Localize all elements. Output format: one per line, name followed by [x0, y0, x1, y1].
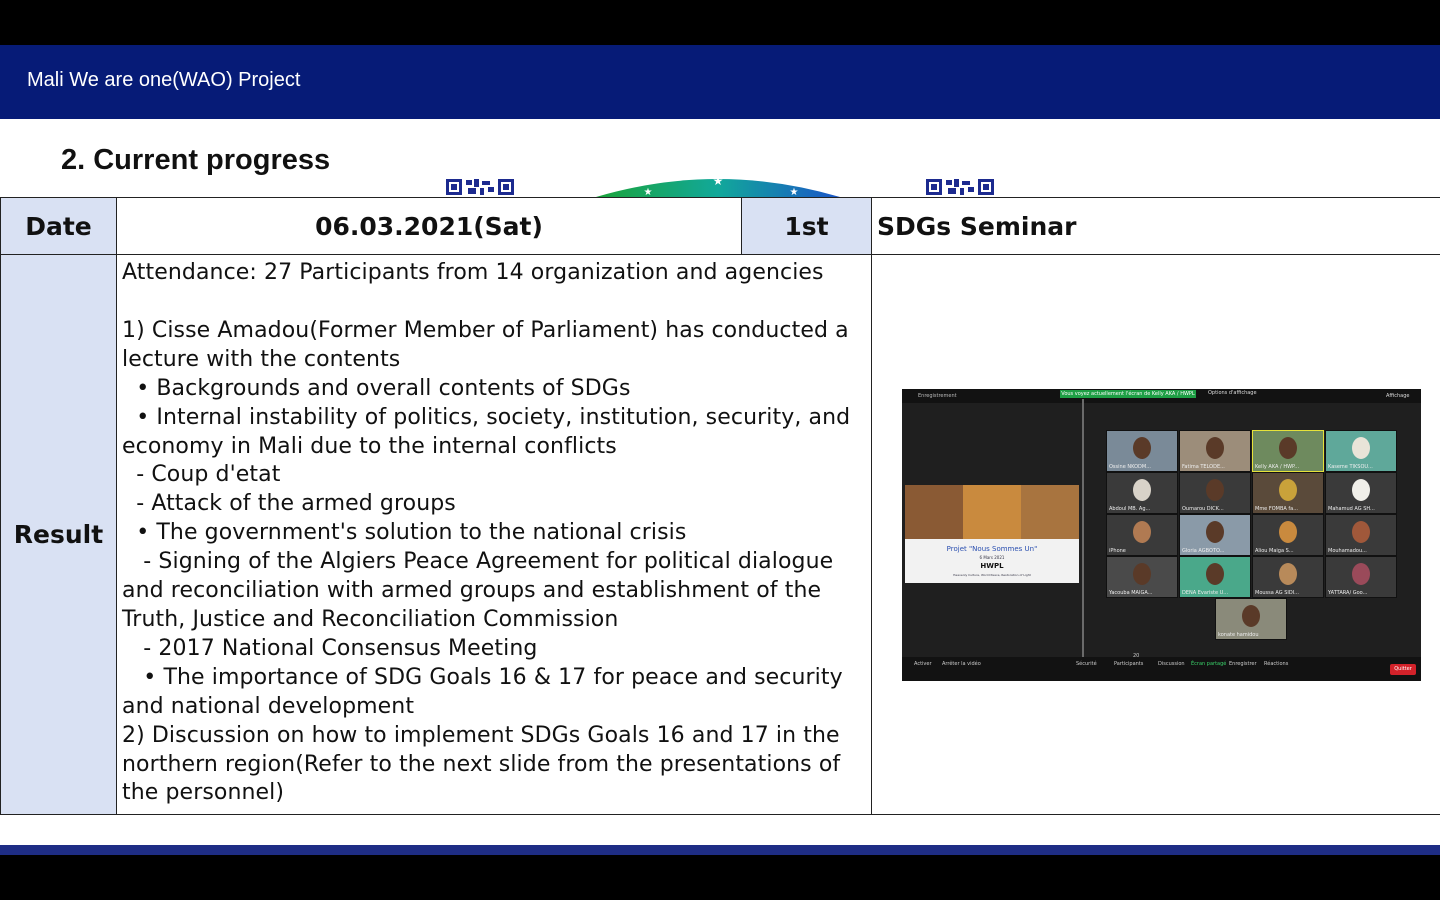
progress-table — [0, 197, 1440, 815]
svg-text:★: ★ — [712, 174, 724, 188]
project-title: Mali We are one(WAO) Project — [27, 69, 301, 91]
content-line: - Attack of the armed groups — [122, 491, 456, 517]
photo — [963, 485, 1021, 539]
reactions-control[interactable]: Réactions — [1264, 660, 1289, 667]
screen-share-notice: Vous voyez actuellement l'écran de Kelly AKA / HWPL — [1061, 390, 1195, 397]
video-control[interactable]: Arrêter la vidéo — [942, 660, 981, 667]
participant-tile[interactable]: Yacouba MAIGA... — [1106, 556, 1178, 598]
svg-text:★: ★ — [789, 187, 799, 197]
content-line: - Coup d'etat — [122, 462, 281, 488]
display-label: Affichage — [1386, 392, 1410, 399]
result-content — [117, 255, 872, 815]
emblem-arc-icon — [596, 173, 840, 197]
security-control[interactable]: Sécurité — [1076, 660, 1097, 667]
recording-indicator: Enregistrement — [918, 392, 957, 399]
share-screen-control[interactable]: Écran partagé — [1191, 660, 1227, 667]
participant-tile[interactable]: DENA Evariste U... — [1179, 556, 1251, 598]
date-label: Date — [1, 198, 117, 255]
content-line: • Internal instability of politics, society, institution, security, and economy in Mali due to the internal conflicts — [122, 404, 858, 459]
date-value: 06.03.2021(Sat) — [117, 198, 742, 255]
chat-control[interactable]: Discussion — [1158, 660, 1185, 667]
participant-tile[interactable]: Moussa AG SIDI... — [1252, 556, 1324, 598]
slide — [0, 45, 1440, 855]
photo — [1021, 485, 1079, 539]
participant-tile[interactable]: Fatima TELODE... — [1179, 430, 1251, 472]
slide-org-full: Heavenly Culture, World Peace, Restoration of Light — [953, 572, 1031, 577]
photo — [905, 485, 963, 539]
participant-tile[interactable]: Mahamud AG SH... — [1325, 472, 1397, 514]
table-row — [1, 255, 1440, 815]
content-line: • The government's solution to the national crisis — [122, 520, 687, 546]
participant-tile[interactable]: konate hamidou — [1215, 598, 1287, 640]
participant-tile[interactable]: Abdoul MB. Ag... — [1106, 472, 1178, 514]
participants-control[interactable]: Participants — [1114, 660, 1144, 667]
record-control[interactable]: Enregistrer — [1229, 660, 1257, 667]
qr-code-right-icon — [924, 177, 996, 197]
participant-tile[interactable]: YATTARA/ Goo... — [1325, 556, 1397, 598]
session-label: 1st — [742, 198, 872, 255]
slide-date: 6 Mars 2021 — [979, 554, 1005, 560]
participant-tile[interactable]: Mme FOMBA fa... — [1252, 472, 1324, 514]
result-label: Result — [1, 255, 117, 815]
event-title: SDGs Seminar — [872, 198, 1440, 255]
shared-slide-thumbnail — [905, 485, 1079, 583]
participant-tile[interactable]: Aliou Maiga S... — [1252, 514, 1324, 556]
participant-tile[interactable]: Ossine NKODM... — [1106, 430, 1178, 472]
section-title: 2. Current progress — [61, 144, 331, 176]
table-row — [1, 198, 1440, 255]
svg-text:★: ★ — [643, 187, 653, 197]
attendance-text: Attendance: 27 Participants from 14 organization and agencies — [122, 260, 824, 285]
quit-button[interactable]: Quitter — [1390, 664, 1416, 675]
header-banner — [0, 45, 1440, 119]
participant-tile[interactable]: Oumarou DICK... — [1179, 472, 1251, 514]
participant-tile[interactable]: Kaseme TIKSOU... — [1325, 430, 1397, 472]
participant-count: 20 — [1133, 652, 1140, 659]
content-line: • The importance of SDG Goals 16 & 17 for peace and security and national development — [122, 664, 850, 719]
slide-title: Projet "Nous Sommes Un" — [946, 544, 1038, 553]
mute-control[interactable]: Activer — [914, 660, 932, 667]
participant-tile[interactable]: Kelly AKA / HWP... — [1252, 430, 1324, 472]
participant-tile[interactable]: iPhone — [1106, 514, 1178, 556]
slide-org: HWPL — [980, 561, 1004, 570]
qr-code-left-icon — [444, 177, 516, 197]
footer-bar — [0, 845, 1440, 855]
view-options: Options d'affichage — [1208, 389, 1257, 396]
content-line: 2) Discussion on how to implement SDGs Goals 16 and 17 in the northern region(Refer to the next slide from the presentations of the personnel) — [122, 722, 848, 806]
participant-tile[interactable]: Gloria AGBOTO... — [1179, 514, 1251, 556]
content-line: - 2017 National Consensus Meeting — [122, 635, 538, 661]
content-line: 1) Cisse Amadou(Former Member of Parliament) has conducted a lecture with the contents — [122, 317, 856, 372]
meeting-screenshot-cell — [872, 255, 1440, 815]
content-line: - Signing of the Algiers Peace Agreement for political dialogue and reconciliation with armed groups and establishment of the Truth, Justice and Reconciliation Commission — [122, 549, 841, 632]
content-line: • Backgrounds and overall contents of SDGs — [122, 375, 631, 401]
meeting-screenshot — [902, 389, 1421, 681]
participant-tile[interactable]: Mouhamadou... — [1325, 514, 1397, 556]
